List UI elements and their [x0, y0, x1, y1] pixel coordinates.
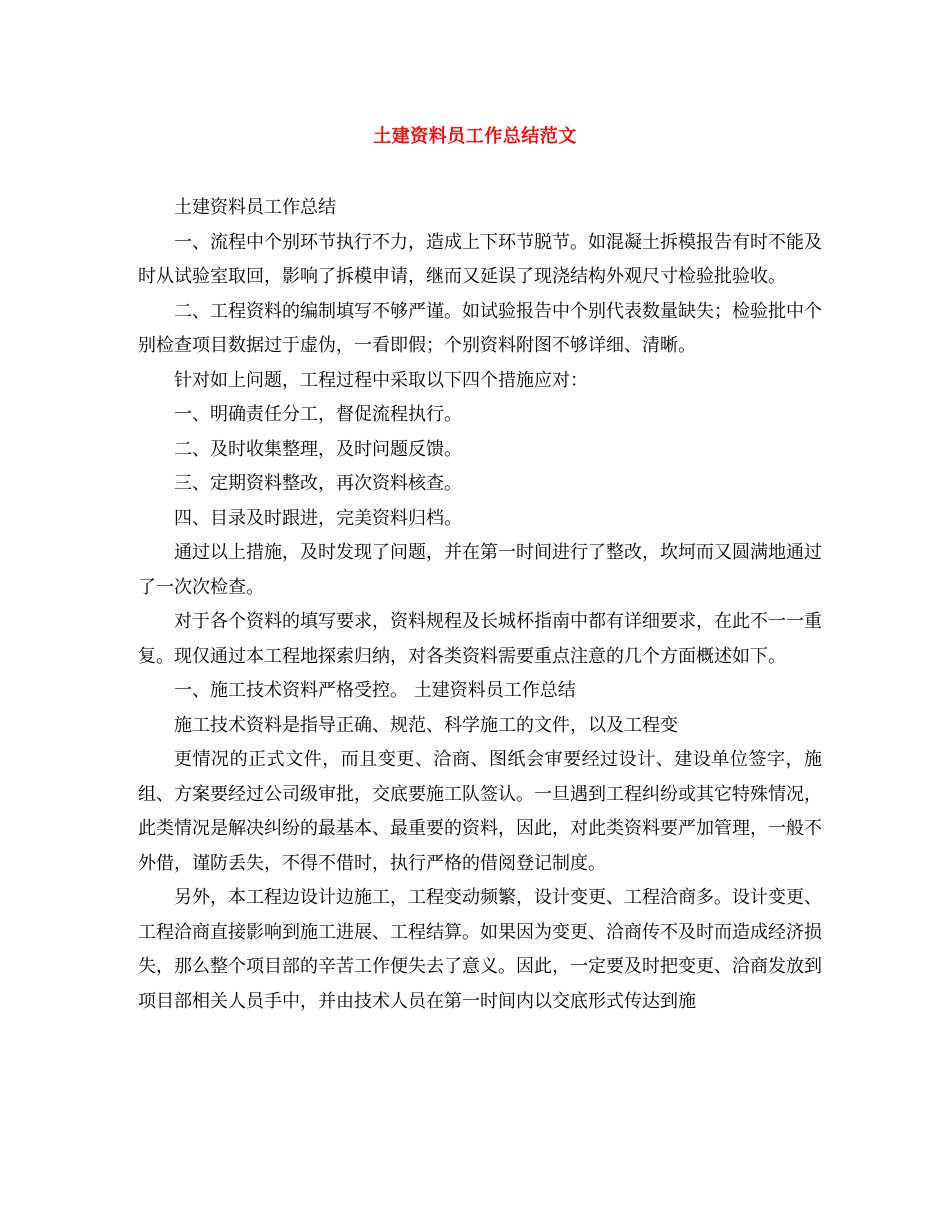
paragraph-3: 二、工程资料的编制填写不够严谨。如试验报告中个别代表数量缺失；检验批中个别检查项目数据过于虚伪，一看即假；个别资料附图不够详细、清晰。	[138, 300, 822, 356]
paragraph-2: 一、流程中个别环节执行不力，造成上下环节脱节。如混凝土拆模报告有时不能及时从试验室取回，影响了拆模申请，继而又延误了现浇结构外观尺寸检验批验收。	[138, 231, 822, 287]
paragraph-8: 四、目录及时跟进，完美资料归档。	[174, 507, 462, 529]
paragraph-14: 另外，本工程边设计边施工，工程变动频繁，设计变更、工程洽商多。设计变更、工程洽商直接影响到施工进展、工程结算。如果因为变更、洽商传不及时而造成经济损失，那么整个项目部的辛苦工作便失去了意义。因此，一定要及时把变更、洽商发放到项目部相关人员手中，并由技术人员在第一时间内以交底形式传达到施	[138, 887, 822, 1012]
paragraph-1: 土建资料员工作总结	[174, 197, 336, 218]
paragraph-6: 二、及时收集整理，及时问题反馈。	[174, 438, 462, 460]
paragraph-4: 针对如上问题，工程过程中采取以下四个措施应对：	[174, 369, 588, 391]
paragraph-10: 对于各个资料的填写要求，资料规程及长城杯指南中都有详细要求，在此不一一重复。现仅通过本工程地探索归纳，对各类资料需要重点注意的几个方面概述如下。	[138, 611, 822, 667]
paragraph-9: 通过以上措施，及时发现了问题，并在第一时间进行了整改，坎坷而又圆满地通过了一次次检查。	[138, 542, 822, 598]
paragraph-5: 一、明确责任分工，督促流程执行。	[174, 404, 462, 425]
paragraph-12: 施工技术资料是指导正确、规范、科学施工的文件，以及工程变	[174, 714, 678, 736]
paragraph-11: 一、施工技术资料严格受控。 土建资料员工作总结	[174, 680, 576, 701]
paragraph-13: 更情况的正式文件，而且变更、洽商、图纸会审要经过设计、建设单位签字，施组、方案要经过公司级审批，交底要施工队签认。一旦遇到工程纠纷或其它特殊情况，此类情况是解决纠纷的最基本、最重要的资料，因此，对此类资料要严加管理，一般不外借，谨防丢失，不得不借时，执行严格的借阅登记制度。	[138, 749, 822, 874]
paragraph-7: 三、定期资料整改，再次资料核查。	[174, 473, 462, 494]
document-body	[138, 191, 822, 1019]
document-title: 土建资料员工作总结范文	[373, 126, 577, 147]
